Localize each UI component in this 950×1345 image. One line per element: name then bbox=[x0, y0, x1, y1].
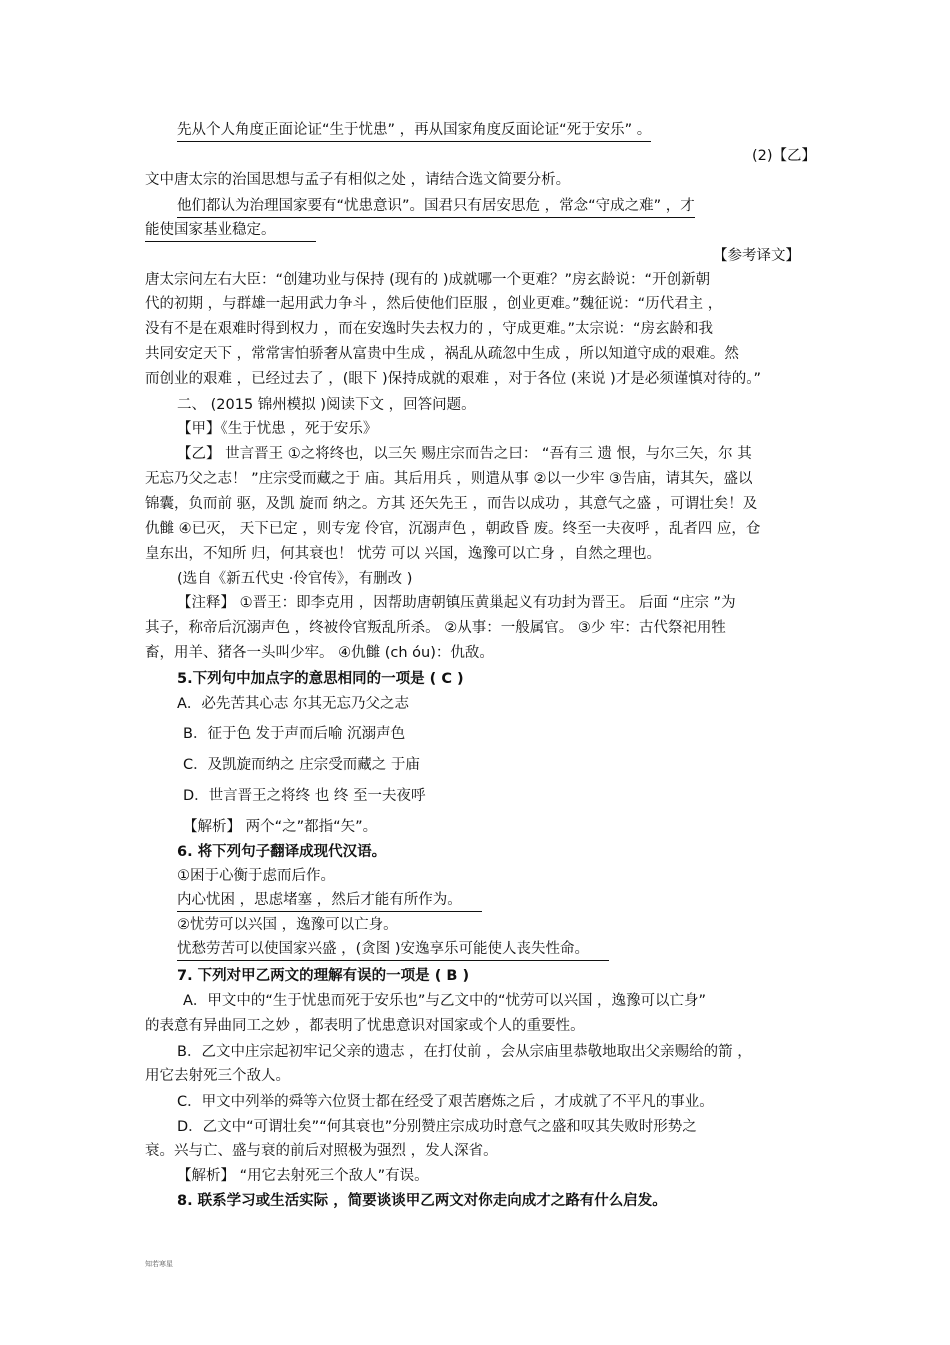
answer-line-3: 能使国家基业稳定。 bbox=[145, 220, 316, 242]
translation-line: 代的初期 ，与群雄一起用武力争斗 ，然后使他们臣服 ，创业更难。”魏征说：“历代君主 ， bbox=[145, 296, 723, 312]
option-a: A．必先苦其心志 尔其无忘乃父之志 bbox=[177, 696, 410, 712]
passage-line: 仇雠 ④已灭， 天下已定 ，则专宠 伶官，沉溺声色 ，朝政昏 废。终至一夫夜呼 ，乱者四 应，仓 bbox=[145, 521, 761, 537]
notes-line: 畜，用羊、猪各一头叫少牢。 ④仇雠 (ch óu)：仇敌。 bbox=[145, 645, 494, 661]
question-5: 5.下列句中加点字的意思相同的一项是 ( C ) bbox=[177, 671, 464, 687]
translation-answer-1: 内心忧困 ，思虑堵塞 ，然后才能有所作为。 bbox=[177, 890, 482, 912]
section-heading-translation: 【参考译文】 bbox=[713, 248, 800, 264]
passage-line: 无忘乃父之志！ ”庄宗受而藏之于 庙。其后用兵 ，则遣从事 ②以一少牢 ③告庙，请其矢，盛以 bbox=[145, 471, 753, 487]
text-jia-title: 【甲】《生于忧患 ，死于安乐》 bbox=[177, 421, 378, 437]
option-b-cont: 用它去射死三个敌人。 bbox=[145, 1068, 290, 1084]
translation-answer-2: 忧愁劳苦可以使国家兴盛 ，(贪图 )安逸享乐可能使人丧失性命。 bbox=[177, 939, 609, 961]
translation-line: 没有不是在艰难时得到权力 ，而在安逸时失去权力的 ，守成更难。”太宗说：“房玄龄和我 bbox=[145, 321, 713, 337]
analysis-5: 【解析】 两个“之”都指“矢”。 bbox=[183, 819, 378, 835]
passage-line: 【乙】 世言晋王 ①之将终也，以三矢 赐庄宗而告之曰： “吾有三 遗 恨，与尔三矢，尔 其 bbox=[177, 446, 752, 462]
page-footer: 知若寒星 bbox=[145, 1260, 173, 1268]
option-d: D．世言晋王之将终 也 终 至一夫夜呼 bbox=[183, 788, 426, 804]
translation-line: 共同安定天下 ，常常害怕骄奢从富贵中生成 ，祸乱从疏忽中生成 ，所以知道守成的艰难。然 bbox=[145, 346, 739, 362]
option-a-cont: 的表意有异曲同工之妙 ，都表明了忧患意识对国家或个人的重要性。 bbox=[145, 1018, 585, 1034]
sentence-2: ②忧劳可以兴国 ，逸豫可以亡身。 bbox=[177, 917, 398, 933]
sentence-1: ①困于心衡于虑而后作。 bbox=[177, 868, 335, 884]
option-c: C．甲文中列举的舜等六位贤士都在经受了艰苦磨炼之后 ，才成就了不平凡的事业。 bbox=[177, 1094, 714, 1110]
option-d-cont: 衰。兴与亡、盛与衰的前后对照极为强烈 ，发人深省。 bbox=[145, 1143, 498, 1159]
source-citation: (选自《新五代史 ·伶官传》，有删改 ) bbox=[177, 571, 413, 587]
question-text: 文中唐太宗的治国思想与孟子有相似之处 ，请结合选文简要分析。 bbox=[145, 172, 571, 188]
question-label-2-yi: (2)【乙】 bbox=[752, 148, 817, 164]
analysis-7: 【解析】 “用它去射死三个敌人”有误。 bbox=[177, 1168, 429, 1184]
option-c: C．及凯旋而纳之 庄宗受而藏之 于庙 bbox=[183, 757, 420, 773]
question-8: 8. 联系学习或生活实际 ，简要谈谈甲乙两文对你走向成才之路有什么启发。 bbox=[177, 1193, 667, 1209]
question-6: 6. 将下列句子翻译成现代汉语。 bbox=[177, 844, 387, 860]
question-7: 7. 下列对甲乙两文的理解有误的一项是 ( B ) bbox=[177, 968, 470, 984]
translation-line: 而创业的艰难 ，已经过去了 ，(眼下 )保持成就的艰难 ，对于各位 (来说 )才是必须谨慎对待的。” bbox=[145, 371, 762, 387]
notes-line: 其子，称帝后沉溺声色 ，终被伶官叛乱所杀。 ②从事：一般属官。 ③少 牢：古代祭祀用牲 bbox=[145, 620, 726, 636]
translation-line: 唐太宗问左右大臣：“创建功业与保持 (现有的 )成就哪一个更难？”房玄龄说：“开创新朝 bbox=[145, 272, 711, 288]
passage-line: 皇东出，不知所 归，何其衰也！ 忧劳 可以 兴国，逸豫可以亡身 ，自然之理也。 bbox=[145, 546, 662, 562]
passage-line: 锦囊，负而前 驱，及凯 旋而 纳之。方其 还矢先王 ，而告以成功 ，其意气之盛 ，可谓壮矣！及 bbox=[145, 496, 758, 512]
notes-line: 【注释】 ①晋王：即李克用 ，因帮助唐朝镇压黄巢起义有功封为晋王。 后面 “庄宗 ”为 bbox=[177, 595, 736, 611]
option-b: B．征于色 发于声而后喻 沉溺声色 bbox=[183, 726, 406, 742]
option-a: A．甲文中的“生于忧患而死于安乐也”与乙文中的“忧劳可以兴国 ，逸豫可以亡身” bbox=[183, 993, 707, 1009]
answer-line-2: 他们都认为治理国家要有“忧患意识”。国君只有居安思危 ，常念“守成之难” ，才 bbox=[177, 196, 695, 218]
option-d: D．乙文中“可谓壮矣”“何其衰也”分别赞庄宗成功时意气之盛和叹其失败时形势之 bbox=[177, 1119, 697, 1135]
section-two-heading: 二、 (2015 锦州模拟 )阅读下文 ，回答问题。 bbox=[177, 397, 476, 413]
option-b: B．乙文中庄宗起初牢记父亲的遗志 ，在打仗前 ，会从宗庙里恭敬地取出父亲赐给的箭 ， bbox=[177, 1044, 752, 1060]
answer-line-1: 先从个人角度正面论证“生于忧患” ，再从国家角度反面论证“死于安乐” 。 bbox=[177, 120, 651, 142]
